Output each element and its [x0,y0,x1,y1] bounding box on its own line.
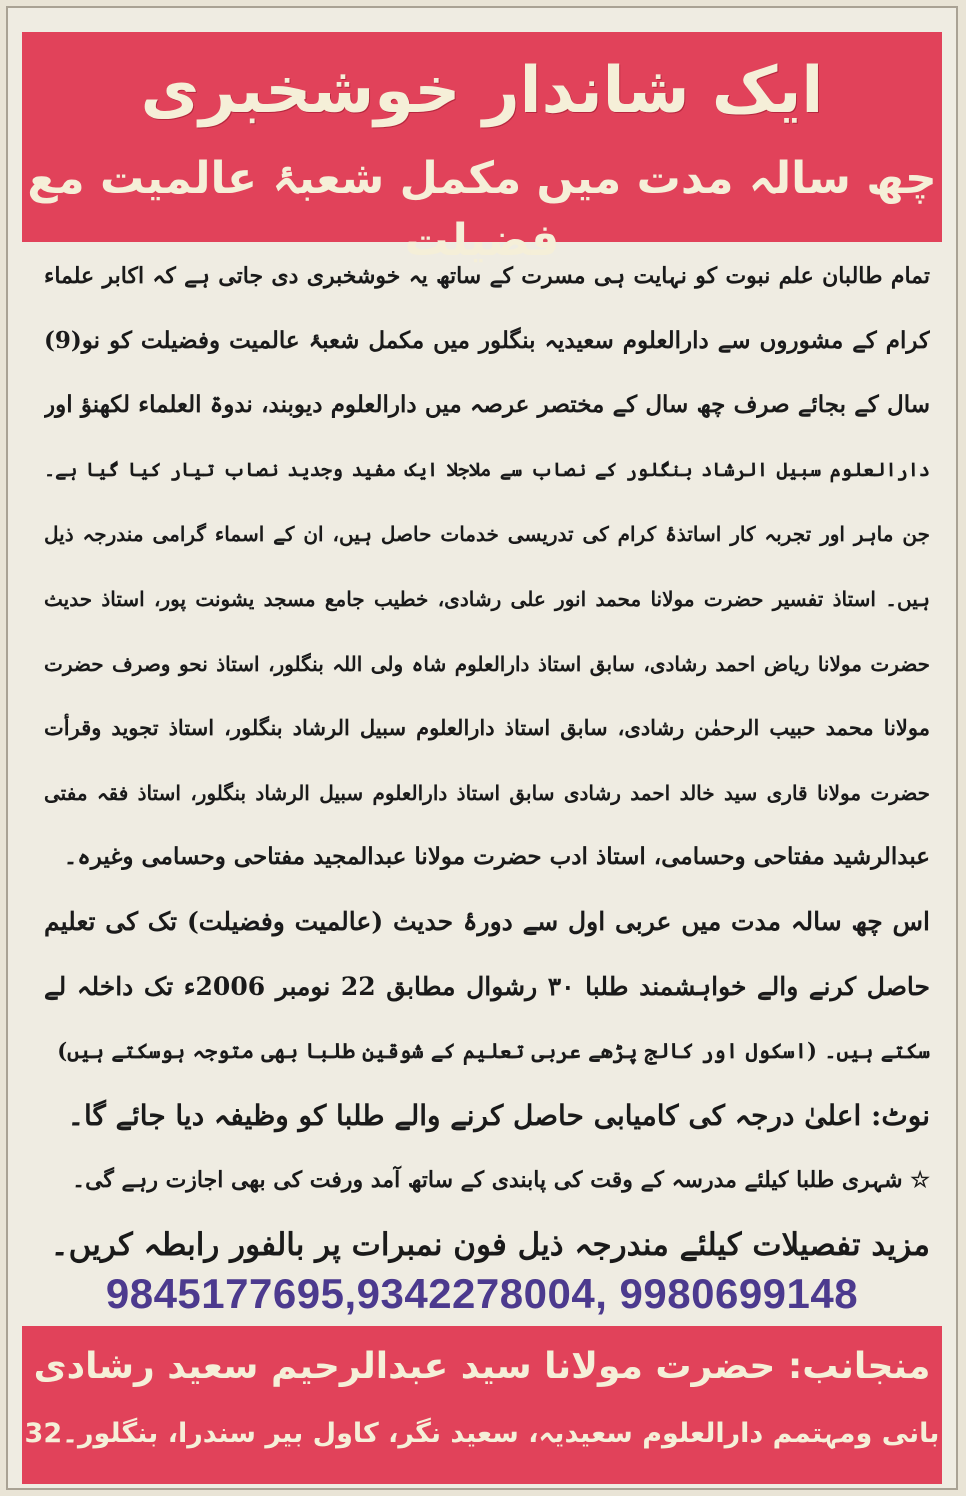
sub-headline: چھ سالہ مدت میں مکمل شعبۂ عالمیت مع فضیلت [27,153,937,266]
issuer-name: منجانب: حضرت مولانا سید عبدالرحیم سعید رشادی [33,1346,931,1387]
body-line: سکتے ہیں۔ (اسکول اور کالج پڑھے عربی تعلیم کے شوقین طلبا بھی متوجہ ہوسکتے ہیں) [57,1038,930,1064]
body-line: ہیں۔ استاذ تفسیر حضرت مولانا محمد انور علی رشادی، خطیب جامع مسجد یشونت پور، استاذ حدیث [44,586,930,611]
announcement-body [44,244,930,1278]
body-line: حضرت مولانا قاری سید خالد احمد رشادی سابق استاذ دارالعلوم سبیل الرشاد بنگلور، استاذ فقہ مفتی [44,780,930,805]
note-line: نوٹ: اعلیٰ درجہ کی کامیابی حاصل کرنے والے طلبا کو وظیفہ دیا جائے گا۔ [67,1098,930,1132]
star-note-line: ☆ شہری طلبا کیلئے مدرسہ کے وقت کی پابندی کے ساتھ آمد ورفت کی بھی اجازت رہے گی۔ [72,1167,930,1194]
body-line: دارالعلوم سبیل الرشاد بنگلور کے نصاب سے ملاجلا ایک مفید وجدید نصاب تیار کیا گیا ہے۔ [44,458,930,481]
footer-banner [22,1326,942,1484]
body-line: تمام طالبان علم نبوت کو نہایت ہی مسرت کے ساتھ یہ خوشخبری دی جاتی ہے کہ اکابر علماء [44,263,930,289]
body-line: سال کے بجائے صرف چھ سال کے مختصر عرصہ میں دارالعلوم دیوبند، ندوۃ العلماء لکھنؤ اور [44,391,930,419]
body-line: کرام کے مشوروں سے دارالعلوم سعیدیہ بنگلور میں مکمل شعبۂ عالمیت وفضیلت کو نو(9) [44,326,930,354]
contact-instruction: مزید تفصیلات کیلئے مندرجہ ذیل فون نمبرات پر بالفور رابطہ کریں۔ [50,1226,930,1263]
body-line: حضرت مولانا ریاض احمد رشادی، سابق استاذ دارالعلوم شاہ ولی اللہ بنگلور، استاذ نحو وصرف حضرت [44,651,930,676]
body-line: حاصل کرنے والے خواہشمند طلبا ۳۰ رشوال مطابق 22 نومبر 2006ء تک داخلہ لے [44,971,930,1001]
body-line: جن ماہر اور تجربہ کار اساتذۂ کرام کی تدریسی خدمات حاصل ہیں، ان کے اسماء گرامی مندرجہ ذیل [44,522,930,547]
issuer-address: بانی ومہتمم دارالعلوم سعیدیہ، سعید نگر، کاول بیر سندرا، بنگلور۔32 [24,1418,940,1449]
phone-numbers: 9845177695,9342278004, 9980699148 [105,1270,859,1317]
body-line: اس چھ سالہ مدت میں عربی اول سے دورۂ حدیث (عالمیت وفضیلت) تک کی تعلیم [44,906,930,936]
newspaper-clipping [6,6,958,1490]
header-banner [22,32,942,266]
body-line: عبدالرشید مفتاحی وحسامی، استاذ ادب حضرت مولانا عبدالمجید مفتاحی وحسامی وغیرہ۔ [63,843,930,871]
headline: ایک شاندار خوشخبری [140,54,824,128]
body-line: مولانا محمد حبیب الرحمٰن رشادی، سابق استاذ دارالعلوم سبیل الرشاد بنگلور، استاذ تجوید وقرأت [44,715,930,741]
